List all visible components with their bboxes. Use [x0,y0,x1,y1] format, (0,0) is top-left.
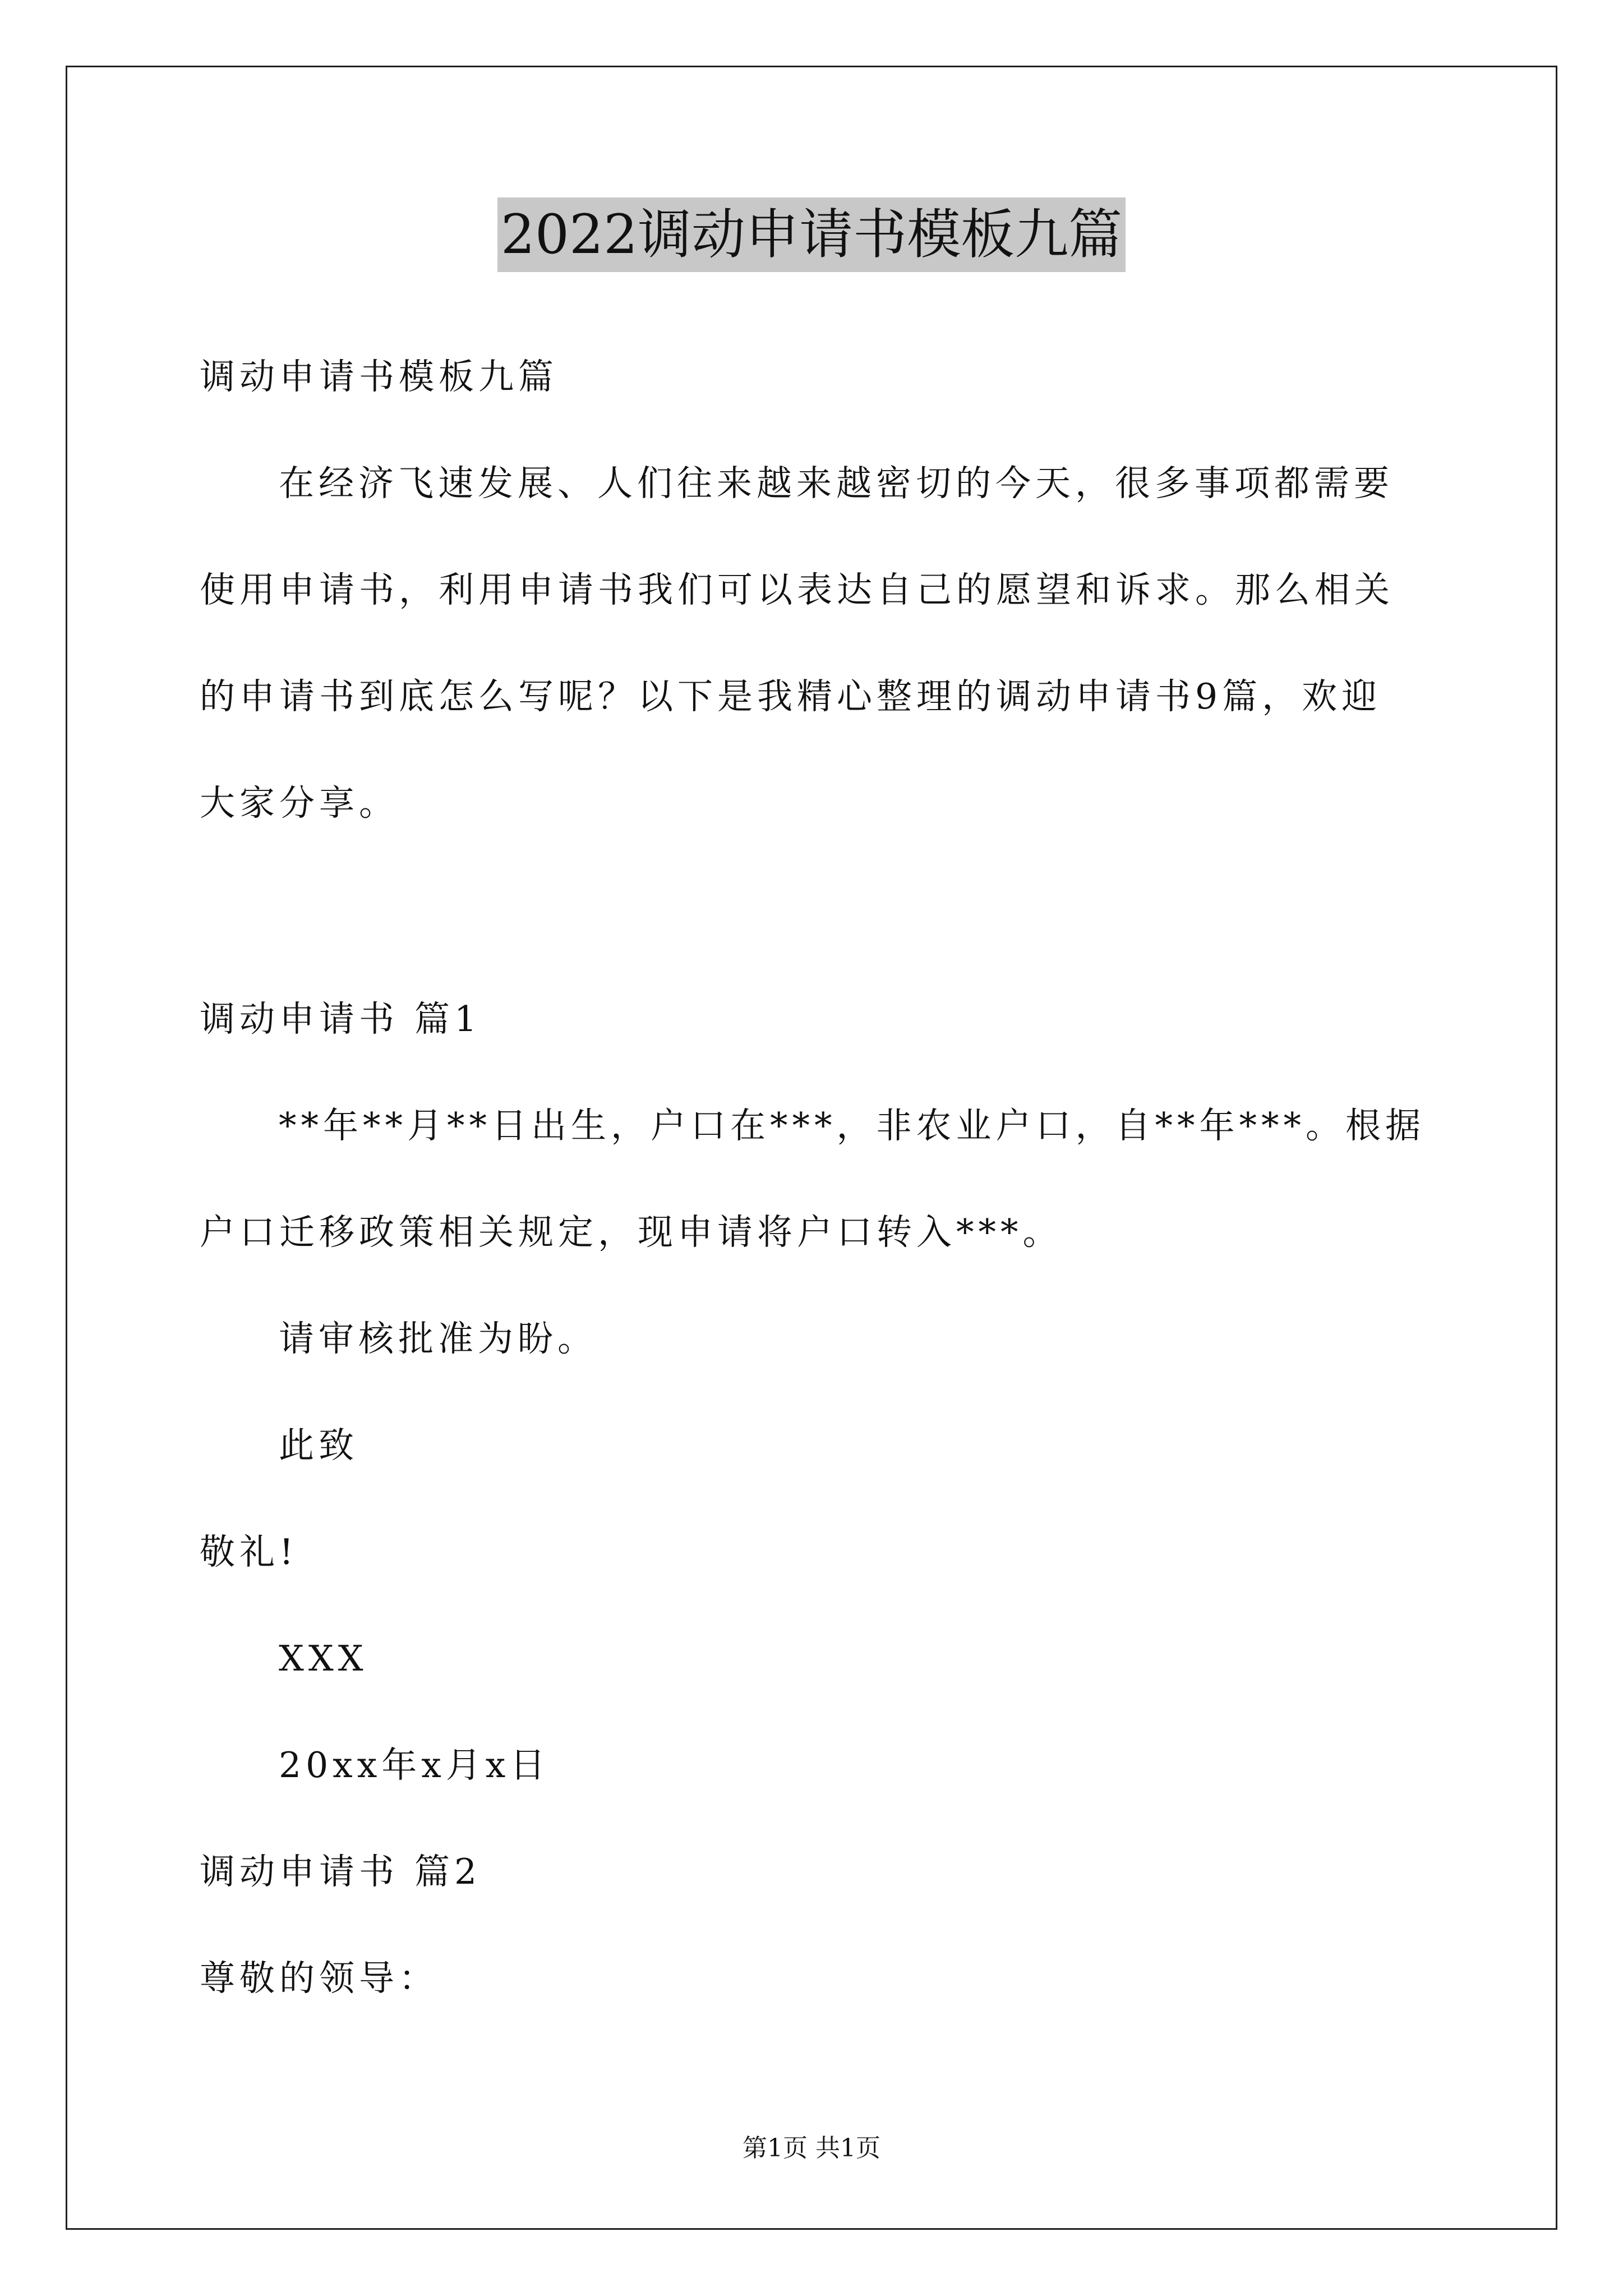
section1-body-line-2: 户口迁移政策相关规定，现申请将户口转入***。 [200,1212,1063,1253]
intro-line-4: 大家分享。 [200,783,399,823]
section1-signature: XXX [279,1638,368,1679]
title-wrapper [0,197,1623,272]
intro-line-1 [279,463,1430,504]
page-footer: 第1页 共1页 [743,2134,880,2162]
section1-body-line-1: **年**月**日出生，户口在***，非农业户口，自**年***。根据 [279,1105,1425,1146]
intro-line-2: 使用申请书，利用申请书我们可以表达自己的愿望和诉求。那么相关 [200,569,1394,610]
section2-salutation: 尊敬的领导： [200,1958,439,1999]
section2-heading: 调动申请书 篇2 [200,1851,482,1892]
intro-line-3: 的申请书到底怎么写呢？以下是我精心整理的调动申请书9篇，欢迎 [200,676,1382,717]
section1-date: 20xx年x月x日 [279,1745,550,1786]
intro-text-1: 在经济飞速发展、人们往来越来越密切的今天，很多事项都需要 [279,463,1394,504]
section1-heading: 调动申请书 篇1 [200,999,482,1039]
document-subtitle: 调动申请书模板九篇 [200,356,558,397]
section1-closing-2: 敬礼! [200,1531,298,1572]
document-title: 2022调动申请书模板九篇 [497,197,1126,272]
section1-request: 请审核批准为盼。 [279,1318,597,1359]
section1-closing-1: 此致 [279,1425,358,1466]
